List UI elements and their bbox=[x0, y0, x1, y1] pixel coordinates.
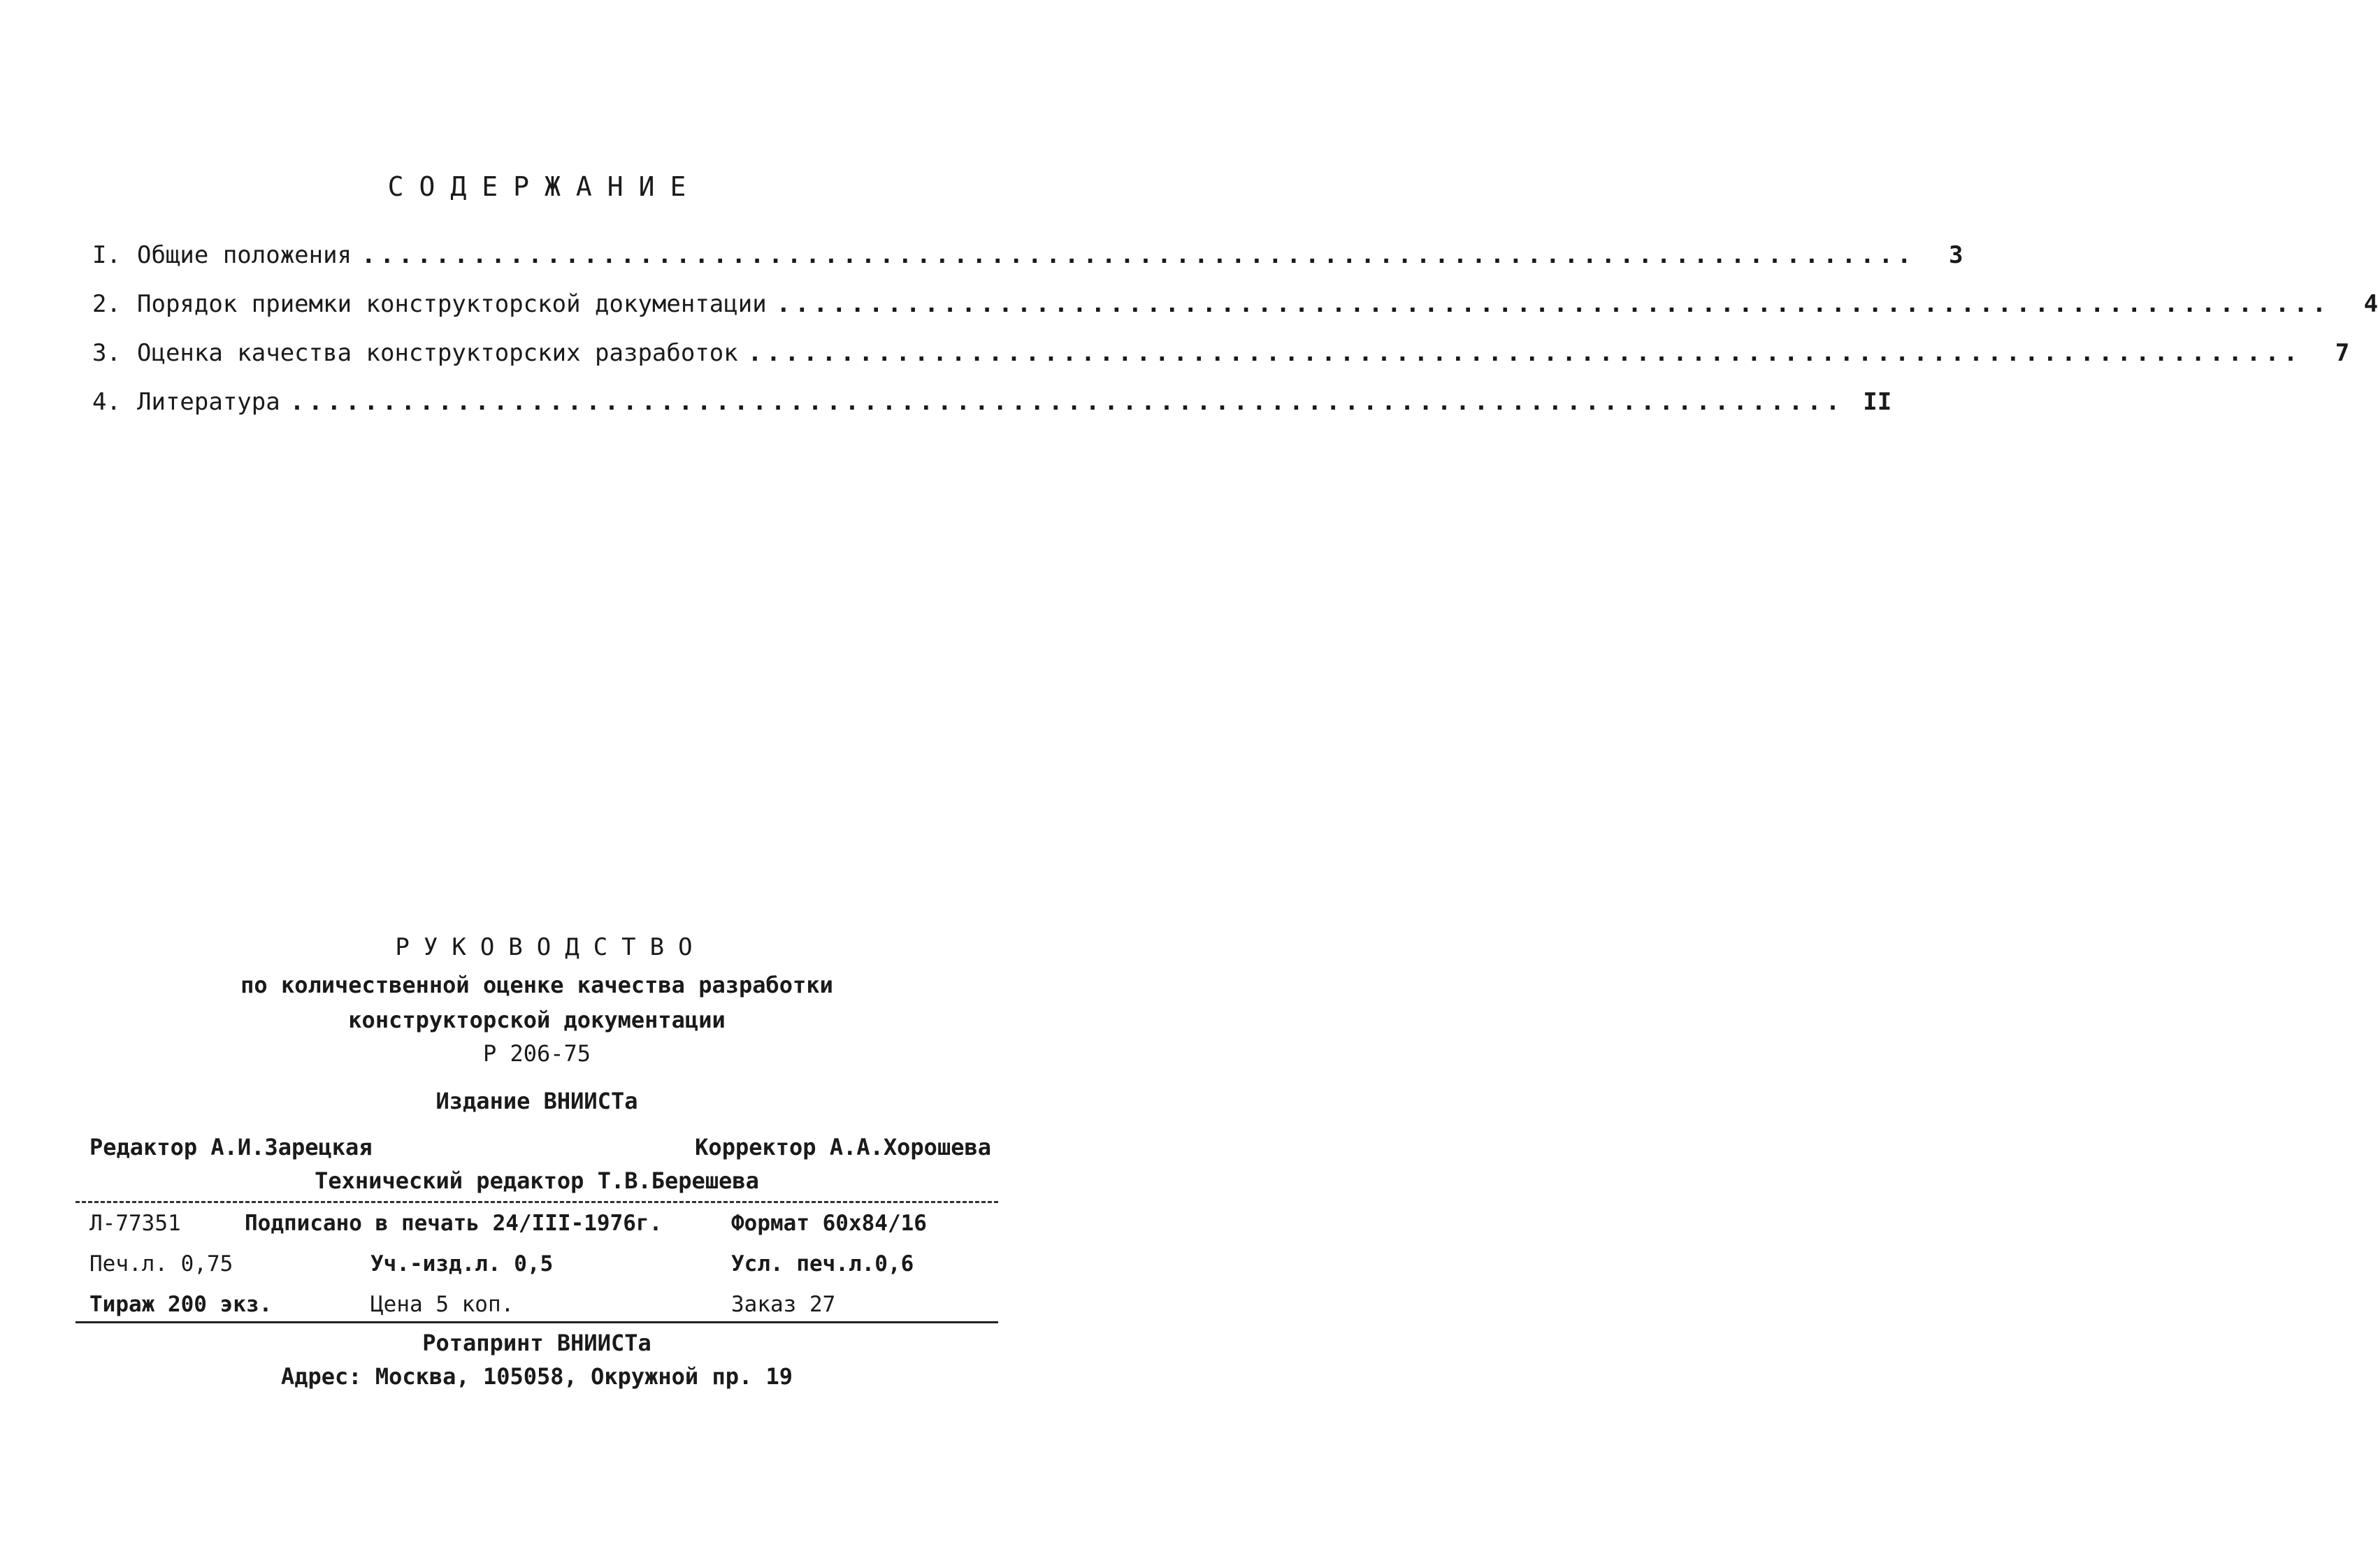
toc-list bbox=[92, 241, 2378, 437]
toc-item-title: Общие положения bbox=[137, 241, 352, 269]
toc-item-title: Порядок приемки конструкторской документации bbox=[137, 290, 767, 318]
document-code: Р 206-75 bbox=[482, 1040, 591, 1067]
toc-item-number: 2. bbox=[92, 290, 121, 318]
toc-leader-dots: .................................................................................... bbox=[289, 388, 1845, 416]
edition-line: Издание ВНИИСТа bbox=[435, 1088, 638, 1114]
info-row bbox=[89, 1292, 998, 1332]
toc-item bbox=[92, 290, 2378, 339]
publication-id: Л-77351 bbox=[89, 1211, 181, 1236]
signed-date: Подписано в печать 24/III-1976г. bbox=[245, 1211, 663, 1236]
toc-item-number: 4. bbox=[92, 388, 121, 416]
toc-item-number: 3. bbox=[92, 339, 121, 367]
tech-editor-credit: Технический редактор Т.В.Берешева bbox=[315, 1167, 759, 1194]
colophon-title: РУКОВОДСТВО bbox=[395, 933, 707, 961]
print-run: Тираж 200 экз. bbox=[89, 1292, 273, 1317]
address-line: Адрес: Москва, 105058, Окружной пр. 19 bbox=[280, 1363, 793, 1390]
publication-info bbox=[89, 1211, 998, 1332]
toc-leader-dots: .................................................................................... bbox=[361, 241, 1916, 269]
toc-leader-dots: .................................................................................... bbox=[747, 339, 2303, 367]
top-divider bbox=[75, 1201, 998, 1203]
colophon-subtitle-line1: по количественной оценке качества разработки bbox=[240, 972, 833, 998]
info-row bbox=[89, 1211, 998, 1251]
price: Цена 5 коп. bbox=[370, 1292, 514, 1317]
colophon-subtitle-line2: конструкторской документации bbox=[348, 1007, 726, 1033]
toc-leader-dots: .................................................................................... bbox=[776, 290, 2331, 318]
toc-item-page: 3 bbox=[1949, 241, 1963, 269]
toc-item-page: 7 bbox=[2335, 339, 2350, 367]
toc-item-title: Оценка качества конструкторских разработок bbox=[137, 339, 738, 367]
toc-item bbox=[92, 388, 1892, 437]
conditional-print-sheets: Усл. печ.л.0,6 bbox=[731, 1251, 914, 1276]
paper-format: Формат 60x84/16 bbox=[731, 1211, 927, 1236]
editor-credit: Редактор А.И.Зарецкая bbox=[89, 1134, 373, 1160]
toc-item-page: 4 bbox=[2363, 290, 2378, 318]
toc-item bbox=[92, 339, 2350, 388]
toc-title: СОДЕРЖАНИЕ bbox=[387, 171, 702, 202]
toc-item-title: Литература bbox=[137, 388, 280, 416]
order-number: Заказ 27 bbox=[731, 1292, 836, 1317]
toc-item bbox=[92, 241, 1963, 290]
toc-item-number: I. bbox=[92, 241, 121, 269]
print-sheets: Печ.л. 0,75 bbox=[89, 1251, 233, 1276]
printer-line: Ротапринт ВНИИСТа bbox=[422, 1330, 651, 1356]
corrector-credit: Корректор А.А.Хорошева bbox=[695, 1134, 991, 1160]
toc-item-page: II bbox=[1863, 388, 1892, 416]
info-row bbox=[89, 1251, 998, 1292]
publishing-sheets: Уч.-изд.л. 0,5 bbox=[370, 1251, 554, 1276]
bottom-divider bbox=[75, 1321, 998, 1323]
